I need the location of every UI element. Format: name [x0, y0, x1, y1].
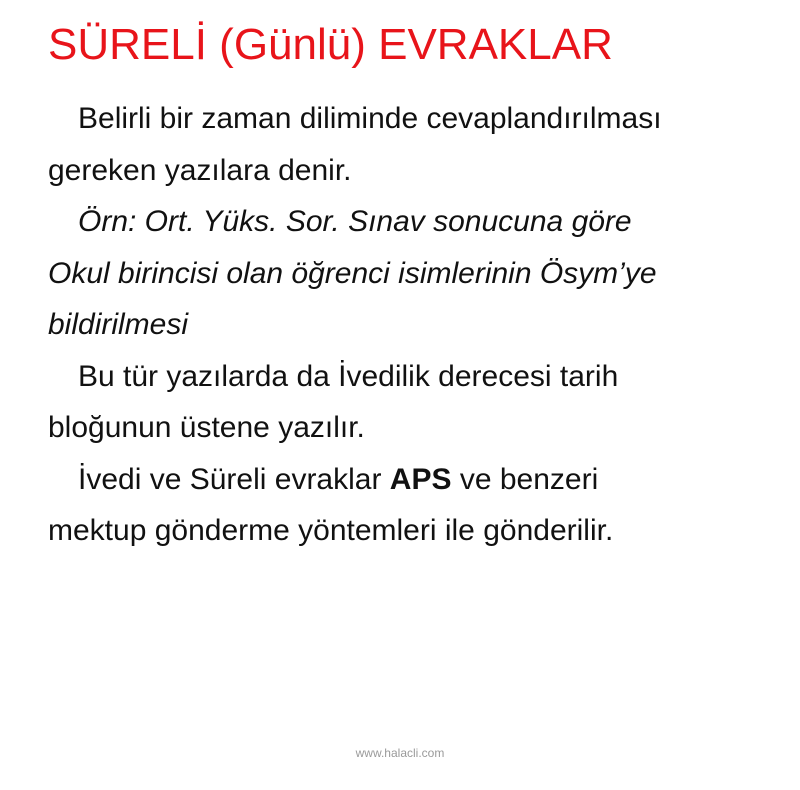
- paragraph-example: [48, 196, 788, 351]
- text-line: Örn: Ort. Yüks. Sor. Sınav sonucuna göre: [78, 205, 632, 238]
- paragraph-delivery: [48, 454, 788, 557]
- paragraph-definition: [48, 93, 788, 196]
- paragraph-urgency: [48, 351, 788, 454]
- text-line: Belirli bir zaman diliminde cevaplandırılması: [78, 102, 662, 135]
- text-line: gereken yazılara denir.: [48, 153, 352, 187]
- text-line: bloğunun üstene yazılır.: [48, 411, 365, 444]
- footer-watermark: www.halacli.com: [355, 746, 445, 760]
- slide-body: [48, 93, 788, 557]
- text-line: Okul birincisi olan öğrenci isimlerinin Ösym’ye: [48, 256, 657, 290]
- aps-emphasis: APS: [389, 462, 452, 496]
- text-segment: İvedi ve Süreli evraklar: [78, 462, 390, 496]
- text-segment: ve benzeri: [451, 462, 599, 496]
- slide-title: SÜRELİ (Günlü) EVRAKLAR: [48, 20, 613, 69]
- text-line: Bu tür yazılarda da İvedilik derecesi tarih: [78, 359, 619, 393]
- text-line: bildirilmesi: [48, 308, 189, 341]
- text-line: mektup gönderme yöntemleri ile gönderilir.: [48, 514, 614, 547]
